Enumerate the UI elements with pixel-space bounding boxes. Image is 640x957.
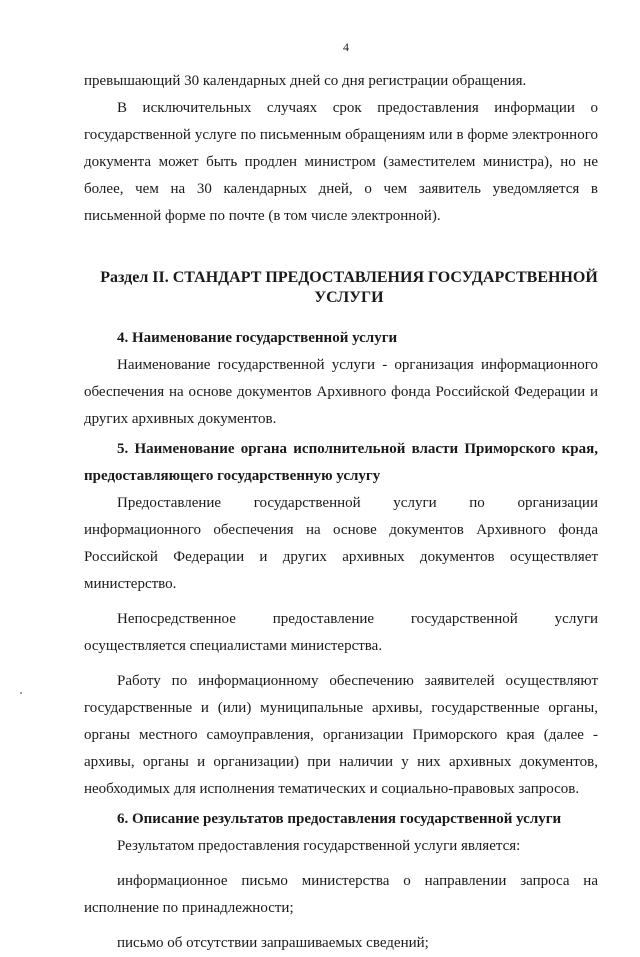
page-number: 4 (343, 40, 349, 54)
paragraph-results-3: письмо об отсутствии запрашиваемых сведений; (117, 935, 429, 951)
paragraph-results-1: Результатом предоставления государственной услуги является: (117, 838, 521, 854)
paragraph-results-2: информационное письмо министерства о направлении запроса на исполнение по принадлежности; (84, 873, 598, 916)
scan-speck (20, 692, 22, 694)
paragraph-service-name: Наименование государственной услуги - организация информационного обеспечения на основе документов Архивного фонда Российской Федерации и других архивных документов. (84, 357, 598, 427)
document-body (84, 68, 598, 957)
heading-results: 6. Описание результатов предоставления государственной услуги (117, 811, 562, 827)
section-title: Раздел II. СТАНДАРТ ПРЕДОСТАВЛЕНИЯ ГОСУДАРСТВЕННОЙ УСЛУГИ (100, 269, 598, 306)
paragraph-executive-body-2: Непосредственное предоставление государственной услуги осуществляется специалистами министерства. (84, 611, 598, 654)
paragraph-executive-body-1: Предоставление государственной услуги по организации информационного обеспечения на основе документов Архивного фонда Российской Федерации и других архивных документов осуществляет министерство. (84, 495, 598, 592)
paragraph-continued: превышающий 30 календарных дней со дня регистрации обращения. (84, 73, 527, 89)
heading-executive-body: 5. Наименование органа исполнительной власти Приморского края, предоставляющего государственную услугу (84, 441, 598, 484)
heading-service-name: 4. Наименование государственной услуги (117, 330, 398, 346)
paragraph-executive-body-3: Работу по информационному обеспечению заявителей осуществляют государственные и (или) муниципальные архивы, государственные органы, органы местного самоуправления, организации Приморского края (далее - архивы, органы и организации) при наличии у них архивных документов, необходимых для исполнения тематических и социально-правовых запросов. (84, 673, 598, 797)
paragraph-extension: В исключительных случаях срок предоставления информации о государственной услуге по письменным обращениям или в форме электронного документа может быть продлен министром (заместителем министра), но не более, чем на 30 календарных дней, о чем заявитель уведомляется в письменной форме по почте (в том числе электронной). (84, 100, 598, 224)
